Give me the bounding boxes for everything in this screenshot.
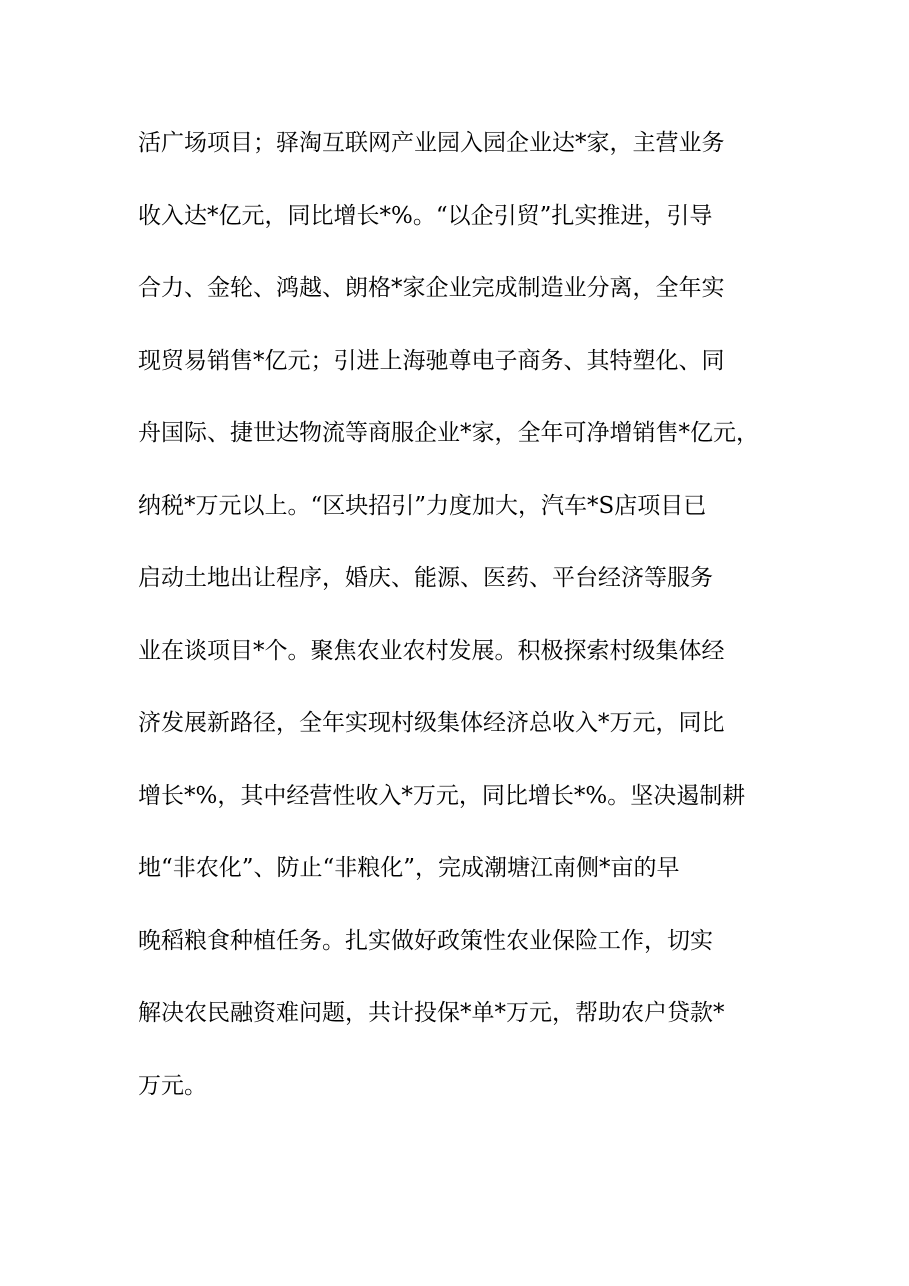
text-line-12: 晚稻粮食种植任务。扎实做好政策性农业保险工作，切实 <box>138 927 713 954</box>
text-line-13: 解决农民融资难问题，共计投保*单*万元，帮助农户贷款* <box>138 1000 725 1026</box>
text-line-9: 济发展新路径，全年实现村级集体经济总收入*万元，同比 <box>138 710 725 736</box>
text-line-1: 活广场项目；驿淘互联网产业园入园企业达*家，主营业务 <box>138 130 725 156</box>
text-line-7: 启动土地出让程序，婚庆、能源、医药、平台经济等服务 <box>138 565 713 591</box>
text-line-6: 纳税*万元以上。“区块招引”力度加大，汽车*S店项目已 <box>138 492 707 519</box>
text-line-14: 万元。 <box>138 1072 207 1099</box>
body-paragraph <box>138 121 778 1136</box>
text-line-11: 地“非农化”、防止“非粮化”，完成潮塘江南侧*亩的早 <box>138 855 680 881</box>
text-line-3: 合力、金轮、鸿越、朗格*家企业完成制造业分离，全年实 <box>138 275 725 301</box>
text-line-2: 收入达*亿元，同比增长*%。“以企引贸”扎实推进，引导 <box>138 202 713 229</box>
text-line-10: 增长*%，其中经营性收入*万元，同比增长*%。坚决遏制耕 <box>138 782 746 809</box>
text-line-4: 现贸易销售*亿元；引进上海驰尊电子商务、其特塑化、同 <box>138 347 725 374</box>
text-line-5: 舟国际、捷世达物流等商服企业*家，全年可净增销售*亿元， <box>138 420 759 446</box>
text-line-8: 业在谈项目*个。聚焦农业农村发展。积极探索村级集体经 <box>138 637 725 664</box>
